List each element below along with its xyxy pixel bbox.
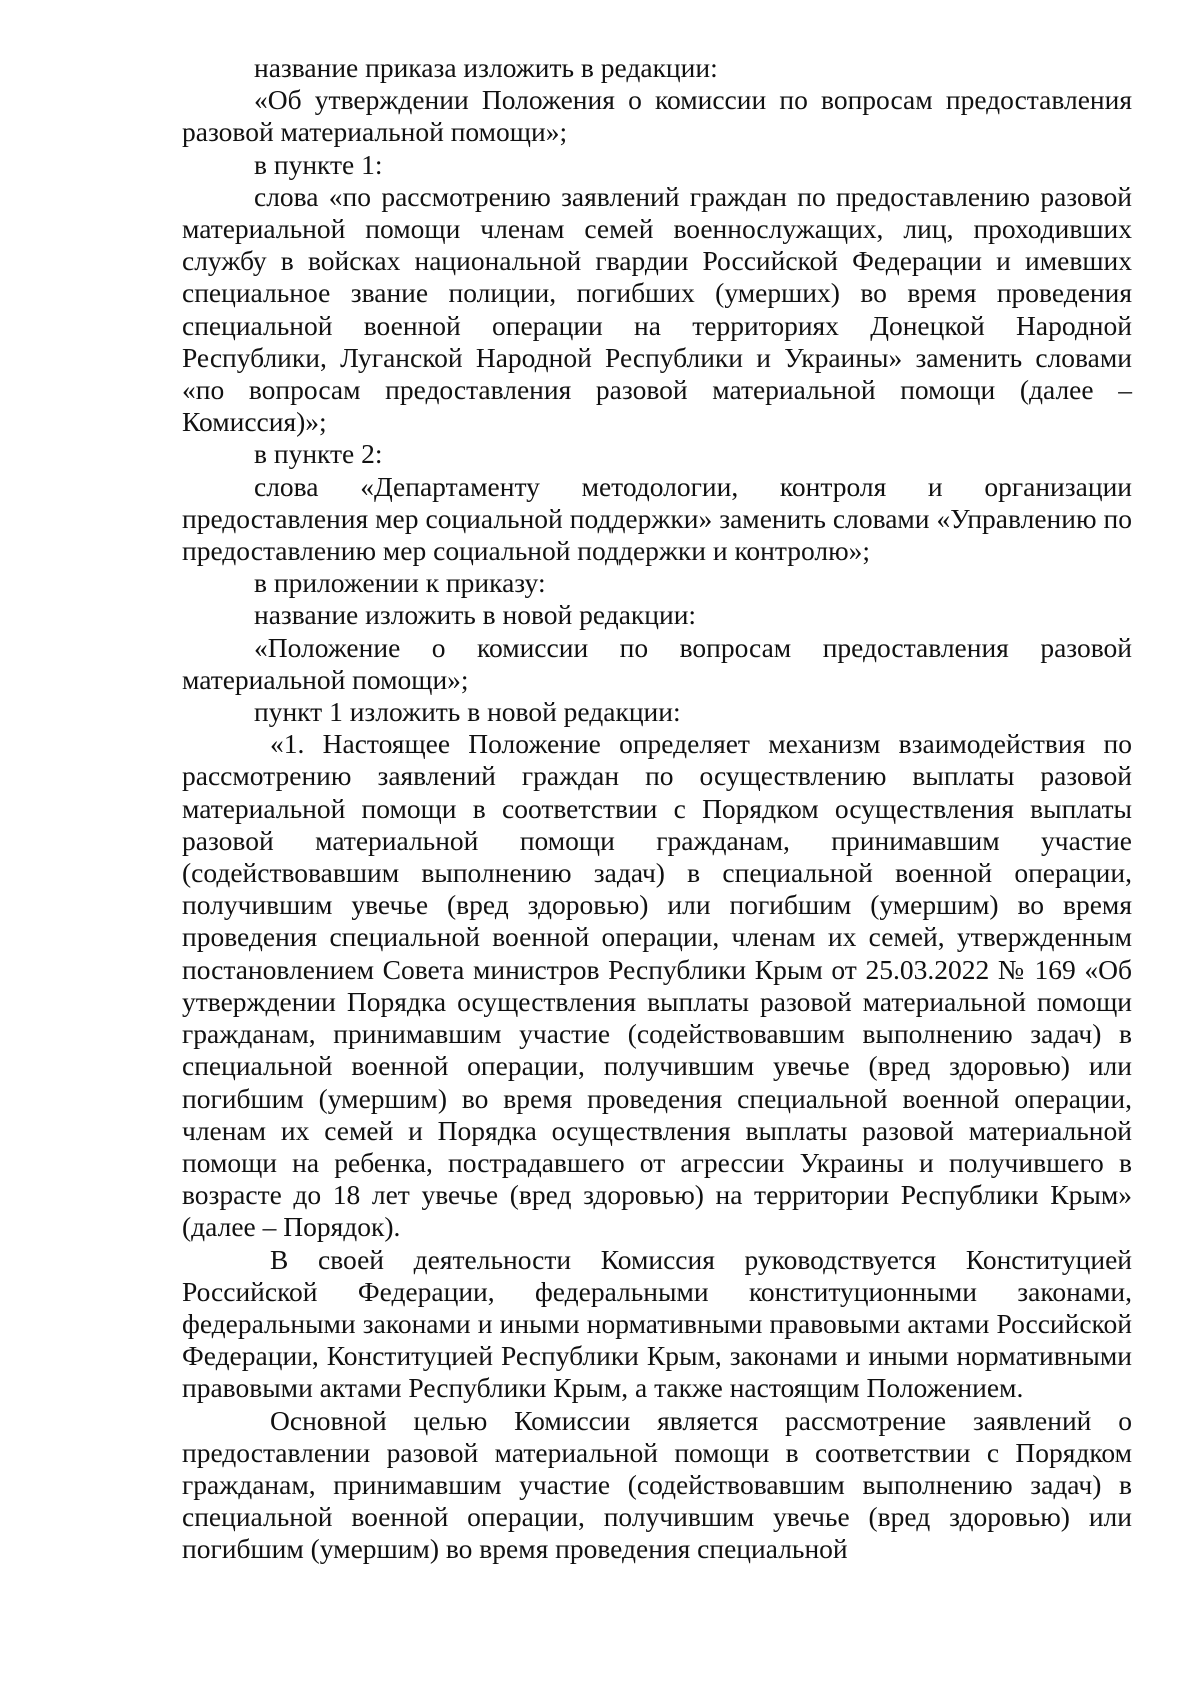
- paragraph-appendix-heading: в приложении к приказу:: [254, 567, 546, 599]
- paragraph-order-title-new: «Об утверждении Положения о комиссии по вопросам предоставления разовой материальной помощи»;: [182, 84, 1132, 148]
- paragraph-commission-guidance: В своей деятельности Комиссия руководствуется Конституцией Российской Федерации, федеральными конституционными законами, федеральными законами и иными нормативными правовыми актами Российской Федерации, Конституцией Республики Крым, законами и иными нормативными правовыми актами Республики Крым, а также настоящим Положением.: [182, 1243, 1132, 1404]
- paragraph-appendix-title-new: «Положение о комиссии по вопросам предоставления разовой материальной помощи»;: [182, 631, 1132, 695]
- paragraph-clause-1-text: «1. Настоящее Положение определяет механизм взаимодействия по рассмотрению заявлений граждан по осуществлению выплаты разовой материальной помощи в соответствии с Порядком осуществления выплаты разовой материальной помощи гражданам, принимавшим участие (содействовавшим выполнению задач) в специальной военной операции, получившим увечье (вред здоровью) или погибшим (умершим) во время проведения специальной военной операции, членам их семей, утвержденным постановлением Совета министров Республики Крым от 25.03.2022 № 169 «Об утверждении Порядка осуществления выплаты разовой материальной помощи гражданам, принимавшим участие (содействовавшим выполнению задач) в специальной военной операции, получившим увечье (вред здоровью) или погибшим (умершим) во время проведения специальной военной операции, членам их семей и Порядка осуществления выплаты разовой материальной помощи на ребенка, пострадавшего от агрессии Украины и получившего в возрасте до 18 лет увечье (вред здоровью) на территории Республики Крым» (далее – Порядок).: [182, 728, 1132, 1243]
- paragraph-point-1-heading: в пункте 1:: [254, 148, 383, 180]
- paragraph-commission-goal: Основной целью Комиссии является рассмотрение заявлений о предоставлении разовой материальной помощи в соответствии с Порядком гражданам, принимавшим участие (содействовавшим выполнению задач) в специальной военной операции, получившим увечье (вред здоровью) или погибшим (умершим) во время проведения специальной: [182, 1404, 1132, 1565]
- paragraph-point-2-replacement: слова «Департаменту методологии, контроля и организации предоставления мер социальной поддержки» заменить словами «Управлению по предоставлению мер социальной поддержки и контролю»;: [182, 470, 1132, 567]
- paragraph-point-1-replacement: слова «по рассмотрению заявлений граждан по предоставлению разовой материальной помощи членам семей военнослужащих, лиц, проходивших службу в войсках национальной гвардии Российской Федерации и имевших специальное звание полиции, погибших (умерших) во время проведения специальной военной операции на территориях Донецкой Народной Республики, Луганской Народной Республики и Украины» заменить словами «по вопросам предоставления разовой материальной помощи (далее – Комиссия)»;: [182, 180, 1132, 438]
- paragraph-appendix-title-instruction: название изложить в новой редакции:: [254, 599, 697, 631]
- paragraph-point-2-heading: в пункте 2:: [254, 438, 383, 470]
- document-page: [182, 52, 1132, 1566]
- paragraph-clause-1-instruction: пункт 1 изложить в новой редакции:: [254, 696, 681, 728]
- paragraph-order-title-instruction: название приказа изложить в редакции:: [254, 52, 718, 83]
